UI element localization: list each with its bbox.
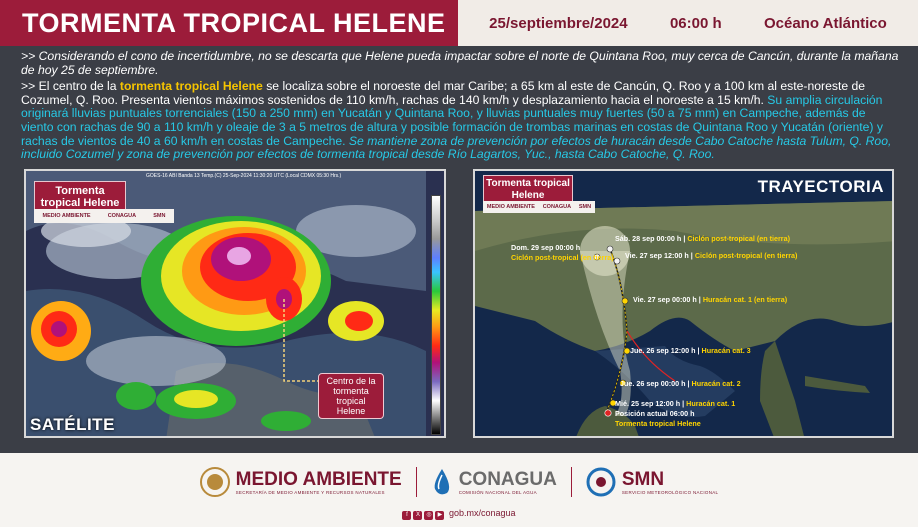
youtube-icon[interactable]: ▶ <box>435 511 444 520</box>
temperature-colorbar <box>431 195 441 435</box>
bulletin-text <box>21 50 901 165</box>
header-ocean: Océano Atlántico <box>763 14 887 32</box>
smn-subtitle: SERVICIO METEOROLÓGICO NACIONAL <box>621 489 719 495</box>
medio-ambiente-subtitle: SECRETARÍA DE MEDIO AMBIENTE Y RECURSOS NATURALES <box>235 489 385 495</box>
eagle-seal-icon <box>200 467 230 497</box>
facebook-icon[interactable]: f <box>402 511 411 520</box>
social-links <box>0 508 918 520</box>
header-time: 06:00 h <box>669 14 722 32</box>
strip-medio-ambiente: MEDIO AMBIENTE <box>42 213 91 219</box>
satellite-source-line: GOES-16 ABI Banda 13 Temp.(C) 25-Sep-2024 11:30:20 UTC (Local CDMX 05:30 Hrs.) <box>146 173 342 179</box>
smn-name: SMN <box>621 468 665 490</box>
bulletin-paragraph-2 <box>21 80 901 162</box>
satellite-storm-tag: Tormenta tropical Helene <box>34 181 126 213</box>
header-meta <box>458 0 918 46</box>
p2-effects: Su amplia circulación originará lluvias puntuales torrenciales (150 a 250 mm) en Yucatán y Quintana Roo, y lluvias puntuales muy fuertes (50 a 75 mm) en Campeche, además de viento con rachas de 90 a 110 km/h y oleaje de 3 a 5 metros de altura y posible formación de trombas marinas en costas de Quintana Roo y Yucatán (oriente) y rachas de vientos de 40 a 60 km/h en costas de Campeche. <box>21 92 883 148</box>
conagua-subtitle: COMISIÓN NACIONAL DEL AGUA <box>458 489 537 495</box>
medio-ambiente-name: MEDIO AMBIENTE <box>235 468 402 490</box>
forecast-point-label: Mié. 25 sep 12:00 h | Huracán cat. 1 <box>615 399 736 408</box>
x-icon[interactable]: X <box>413 511 422 520</box>
storm-name-highlight: tormenta tropical Helene <box>119 79 263 94</box>
p2-intro: >> El centro de la <box>21 79 120 94</box>
strip-medio-ambiente: MEDIO AMBIENTE <box>486 204 535 210</box>
footer <box>0 453 918 527</box>
website-link[interactable]: gob.mx/conagua <box>448 508 516 518</box>
forecast-point-label: Jue. 26 sep 00:00 h | Huracán cat. 2 <box>620 379 741 388</box>
satellite-label: SATÉLITE <box>30 415 115 434</box>
bulletin-paragraph-1: >> Considerando el cono de incertidumbre, no se descarta que Helene pueda impactar sobre el norte de Quintana Roo, muy cerca de Cancún, durante la mañana de hoy 25 de septiembre. <box>21 49 899 77</box>
strip-conagua: CONAGUA <box>542 204 572 210</box>
p2-prevention: Se mantiene zona de prevención por efectos de huracán desde Cabo Catoche hasta Tulum, Q. Roo, incluido Cozumel y zona de prevención por efectos de tormenta tropical desde Río Lagartos, Yuc., hasta Cabo Catoche, Q. Roo. <box>21 133 892 162</box>
strip-conagua: CONAGUA <box>107 213 137 219</box>
forecast-point-label: Vie. 27 sep 00:00 h | Huracán cat. 1 (en tierra) <box>633 295 788 304</box>
forecast-point-label: Vie. 27 sep 12:00 h | Ciclón post-tropical (en tierra) <box>625 251 798 260</box>
conagua-name: CONAGUA <box>458 468 557 490</box>
smn-logo <box>586 467 718 497</box>
trajectory-panel <box>473 169 894 438</box>
conagua-logo <box>431 467 557 497</box>
strip-smn: SMN <box>578 204 592 210</box>
forecast-point-label: Sáb. 28 sep 00:00 h | Ciclón post-tropical (en tierra) <box>615 234 790 243</box>
page-title: TORMENTA TROPICAL HELENE <box>0 0 458 46</box>
satellite-logo-strip <box>34 209 174 223</box>
p2-location: se localiza sobre el noroeste del mar Caribe; a 65 km al este de Cancún, Q. Roo y a 100 km al este-noreste de Cozumel, Q. Roo. Presenta vientos máximos sostenidos de 110 km/h, rachas de 140 km/h y desplazamiento hacia el noroeste a 15 km/h. <box>21 79 866 107</box>
trajectory-storm-tag: Tormenta tropical Helene <box>483 175 573 205</box>
hurricane-icon <box>586 467 616 497</box>
instagram-icon[interactable]: ◎ <box>426 512 432 518</box>
header-date: 25/septiembre/2024 <box>489 14 628 32</box>
trajectory-logo-strip <box>483 201 595 213</box>
water-drop-icon <box>431 467 453 497</box>
header <box>0 0 918 46</box>
current-position-label: Posición actual 06:00 h <box>615 409 695 418</box>
trajectory-title: TRAYECTORIA <box>757 177 884 196</box>
divider <box>416 467 417 497</box>
medio-ambiente-logo <box>200 467 402 497</box>
satellite-panel <box>24 169 446 438</box>
current-storm-label: Tormenta tropical Helene <box>615 419 701 428</box>
storm-center-label: Centro de la tormenta tropical Helene <box>318 373 384 419</box>
forecast-point-label: Jue. 26 sep 12:00 h | Huracán cat. 3 <box>630 346 751 355</box>
agency-logos <box>0 461 918 503</box>
forecast-point-label: Ciclón post-tropical (en tierra) <box>511 253 614 262</box>
forecast-point-label: Dom. 29 sep 00:00 h <box>511 243 581 252</box>
strip-smn: SMN <box>153 213 166 219</box>
divider <box>571 467 572 497</box>
